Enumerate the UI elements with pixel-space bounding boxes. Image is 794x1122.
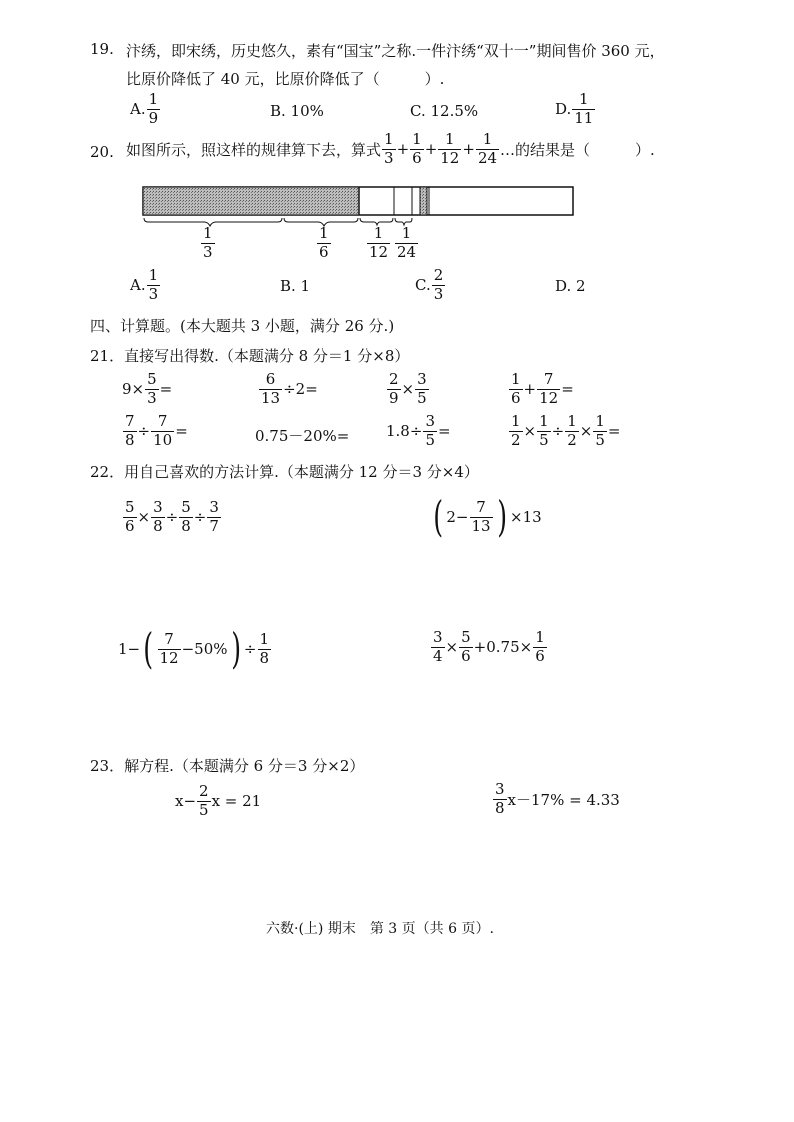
fig-label-one-sixth: $\frac{1}{6}$	[319, 224, 329, 261]
fraction: $\frac{1}{6}$	[412, 130, 422, 167]
brace-one-third	[144, 218, 282, 226]
q20-option-d: D. 2	[555, 277, 586, 295]
q20-option-a: A. $\frac{1}{3}$	[130, 266, 159, 303]
q22-expr-3: 1− ( $\frac{7}{12}$ −50% ) ÷ $\frac{1}{8}$	[118, 624, 270, 673]
q22-expr-2: ( 2− $\frac{7}{13}$ ) ×13	[433, 492, 542, 541]
q23-equation-1: x− $\frac{2}{5}$ x = 21	[175, 782, 262, 819]
q19-option-c: C. 12.5%	[410, 102, 479, 120]
q19-number: 19.	[90, 40, 114, 58]
q21-expr-1: 9× $\frac{5}{3}$ =	[122, 370, 173, 407]
q21-expr-7: 1.8÷ $\frac{3}{5}$ =	[386, 412, 451, 449]
fig-label-one-third: $\frac{1}{3}$	[203, 224, 213, 261]
page-footer: 六数·(上) 期末 第 3 页（共 6 页）.	[266, 921, 494, 937]
q22-expr-1: $\frac{5}{6}$ × $\frac{3}{8}$ ÷ $\frac{5}{8}$ ÷ $\frac{3}{7}$	[125, 498, 219, 535]
q21-expr-4: $\frac{1}{6}$ + $\frac{7}{12}$ =	[511, 370, 574, 407]
q21-expr-3: $\frac{2}{9}$ × $\frac{3}{5}$	[389, 370, 427, 407]
q22-expr-4: $\frac{3}{4}$ × $\frac{5}{6}$ +0.75× $\frac{1}{6}$	[433, 628, 545, 665]
q20-number: 20.	[90, 143, 114, 161]
q20-question: 如图所示，照这样的规律算下去，算式 $\frac{1}{3}$ + $\frac{1}{6}$ + $\frac{1}{12}$ + $\frac{1}{24}$ …的结果是（ ）.	[126, 130, 655, 167]
q19-option-d: D. $\frac{1}{11}$	[555, 90, 594, 127]
fraction: $\frac{1}{9}$	[148, 90, 159, 127]
q19-option-b: B. 10%	[270, 102, 324, 120]
q19-option-a: A. $\frac{1}{9}$	[130, 90, 159, 127]
q19-text-line2: 比原价降低了 40 元，比原价降低了（ ）.	[126, 70, 445, 88]
section-title: 四、计算题。(本大题共 3 小题，满分 26 分.)	[90, 317, 395, 335]
fig-label-one-24th: $\frac{1}{24}$	[397, 224, 417, 261]
q23-equation-2: $\frac{3}{8}$ x－17% = 4.33	[495, 780, 620, 817]
q21-expr-6: 0.75－20%=	[255, 427, 350, 445]
fraction: $\frac{1}{12}$	[440, 130, 460, 167]
q20-option-c: C. $\frac{2}{3}$	[415, 266, 444, 303]
q22-title: 22．用自己喜欢的方法计算.（本题满分 12 分＝3 分×4）	[90, 463, 479, 481]
fraction: $\frac{1}{11}$	[574, 90, 594, 127]
fig-label-one-twelfth: $\frac{1}{12}$	[369, 224, 389, 261]
fraction: $\frac{1}{24}$	[477, 130, 498, 167]
shaded-segment	[143, 187, 359, 215]
q21-title: 21．直接写出得数.（本题满分 8 分＝1 分×8）	[90, 347, 410, 365]
q19-text-line1: 汴绣，即宋绣，历史悠久，素有“国宝”之称.一件汴绣“双十一”期间售价 360 元，	[126, 42, 665, 60]
q23-title: 23．解方程.（本题满分 6 分＝3 分×2）	[90, 757, 365, 775]
q20-option-b: B. 1	[280, 277, 311, 295]
q21-expr-2: $\frac{6}{13}$ ÷2=	[261, 370, 318, 407]
q21-expr-5: $\frac{7}{8}$ ÷ $\frac{7}{10}$ =	[125, 412, 188, 449]
q21-expr-8: $\frac{1}{2}$ × $\frac{1}{5}$ ÷ $\frac{1}{2}$ × $\frac{1}{5}$ =	[511, 412, 621, 449]
fraction: $\frac{1}{3}$	[384, 130, 394, 167]
